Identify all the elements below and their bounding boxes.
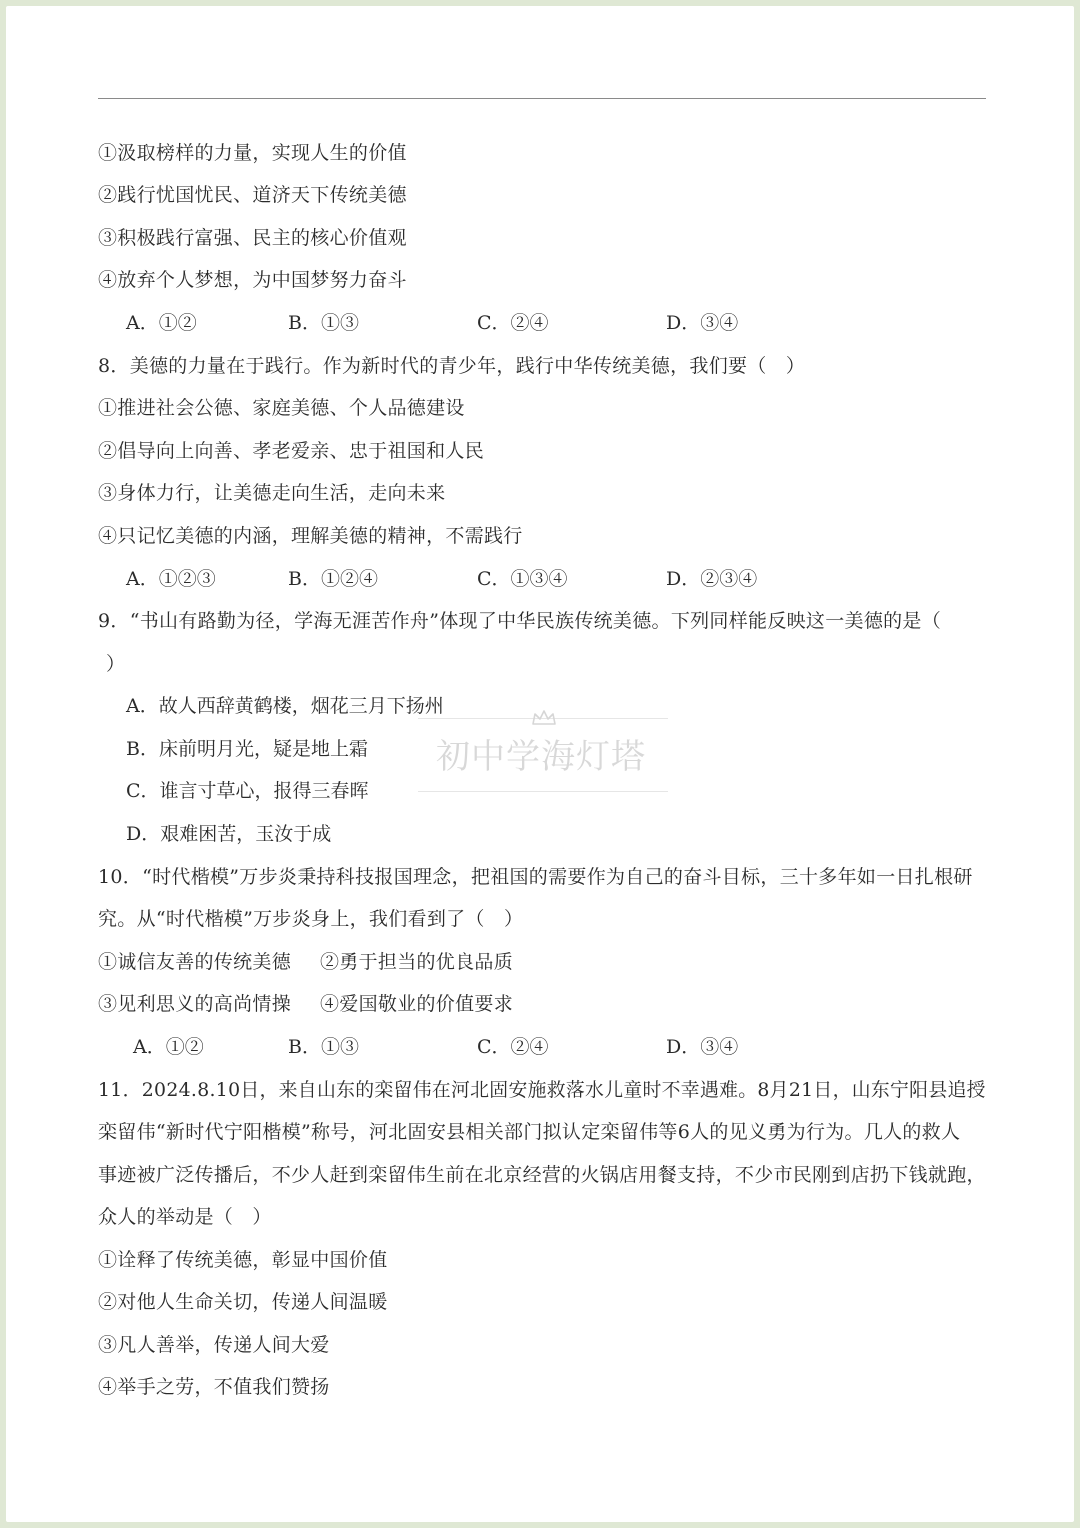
q8-item-2: ②倡导向上向善、孝老爱亲、忠于祖国和人民 bbox=[98, 440, 485, 462]
q9-option-c: C．谁言寸草心，报得三春晖 bbox=[126, 780, 369, 802]
q10-option-b: B．①③ bbox=[288, 1036, 359, 1058]
watermark bbox=[418, 718, 668, 792]
q11-stem-line-4: 众人的举动是（ ） bbox=[98, 1206, 272, 1228]
q7-item-3: ③积极践行富强、民主的核心价值观 bbox=[98, 227, 407, 249]
q9-stem-line-1: 9．“书山有路勤为径，学海无涯苦作舟”体现了中华民族传统美德。下列同样能反映这一美德的是（ bbox=[98, 610, 942, 632]
q11-stem-line-3: 事迹被广泛传播后，不少人赶到栾留伟生前在北京经营的火锅店用餐支持，不少市民刚到店扔下钱就跑， bbox=[98, 1164, 986, 1186]
q9-stem-line-2: ） bbox=[106, 653, 126, 675]
q10-item-1: ①诚信友善的传统美德 bbox=[98, 951, 292, 973]
q10-stem-line-2: 究。从“时代楷模”万步炎身上，我们看到了（ ） bbox=[98, 908, 524, 930]
q7-option-d: D．③④ bbox=[666, 312, 739, 334]
crown-icon bbox=[531, 709, 557, 727]
document-page bbox=[6, 6, 1074, 1522]
q8-option-d: D．②③④ bbox=[666, 568, 758, 590]
header-rule bbox=[98, 98, 986, 99]
q10-stem-line-1: 10．“时代楷模”万步炎秉持科技报国理念，把祖国的需要作为自己的奋斗目标，三十多年如一日扎根研 bbox=[98, 866, 973, 888]
q10-item-4: ④爱国敬业的价值要求 bbox=[320, 993, 514, 1015]
q11-item-3: ③凡人善举，传递人间大爱 bbox=[98, 1334, 330, 1356]
q7-item-1: ①汲取榜样的力量，实现人生的价值 bbox=[98, 142, 407, 164]
q11-stem-line-1: 11．2024.8.10日，来自山东的栾留伟在河北固安施救落水儿童时不幸遇难。8月21日，山东宁阳县追授 bbox=[98, 1079, 986, 1101]
q8-item-3: ③身体力行，让美德走向生活，走向未来 bbox=[98, 482, 446, 504]
q11-stem-line-2: 栾留伟“新时代宁阳楷模”称号，河北固安县相关部门拟认定栾留伟等6人的见义勇为行为。几人的救人 bbox=[98, 1121, 961, 1143]
q7-item-2: ②践行忧国忧民、道济天下传统美德 bbox=[98, 184, 407, 206]
q7-item-4: ④放弃个人梦想，为中国梦努力奋斗 bbox=[98, 269, 407, 291]
q8-option-a: A．①②③ bbox=[126, 568, 216, 590]
q7-option-a: A．①② bbox=[126, 312, 197, 334]
q10-item-3: ③见利思义的高尚情操 bbox=[98, 993, 292, 1015]
q10-item-2: ②勇于担当的优良品质 bbox=[320, 951, 514, 973]
q9-option-a: A．故人西辞黄鹤楼，烟花三月下扬州 bbox=[126, 695, 444, 717]
q8-option-b: B．①②④ bbox=[288, 568, 378, 590]
q7-option-c: C．②④ bbox=[477, 312, 549, 334]
q10-option-c: C．②④ bbox=[477, 1036, 549, 1058]
q10-option-a: A．①② bbox=[133, 1036, 204, 1058]
q11-item-1: ①诠释了传统美德，彰显中国价值 bbox=[98, 1249, 388, 1271]
q9-option-b: B．床前明月光，疑是地上霜 bbox=[126, 738, 368, 760]
q10-option-d: D．③④ bbox=[666, 1036, 739, 1058]
q7-option-b: B．①③ bbox=[288, 312, 359, 334]
q11-item-2: ②对他人生命关切，传递人间温暖 bbox=[98, 1291, 388, 1313]
watermark-text: 初中学海灯塔 bbox=[436, 737, 646, 777]
q8-stem: 8．美德的力量在于践行。作为新时代的青少年，践行中华传统美德，我们要（ ） bbox=[98, 355, 806, 377]
q8-item-4: ④只记忆美德的内涵，理解美德的精神，不需践行 bbox=[98, 525, 523, 547]
q8-option-c: C．①③④ bbox=[477, 568, 568, 590]
q9-option-d: D．艰难困苦，玉汝于成 bbox=[126, 823, 332, 845]
q11-item-4: ④举手之劳，不值我们赞扬 bbox=[98, 1376, 330, 1398]
q8-item-1: ①推进社会公德、家庭美德、个人品德建设 bbox=[98, 397, 465, 419]
